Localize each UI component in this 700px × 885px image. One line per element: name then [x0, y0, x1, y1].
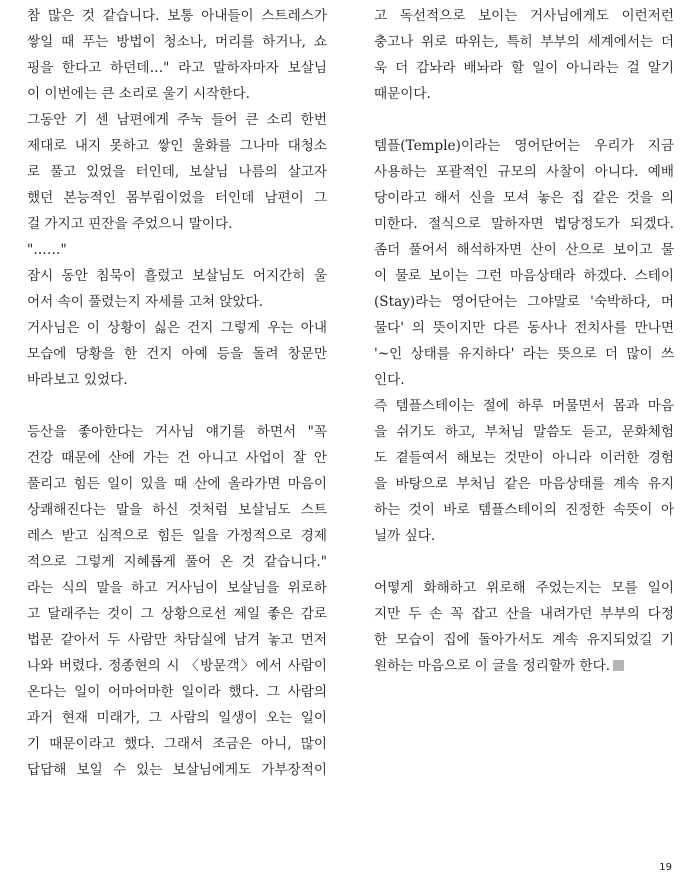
text-line — [27, 185, 327, 211]
text-line-content: 욱 더 감놔라 배놔라 할 일이 아니라는 걸 알기 — [374, 60, 674, 76]
text-line — [27, 445, 327, 471]
text-line-content: 어떻게 화해하고 위로해 주었는지는 모를 일이 — [374, 580, 674, 596]
text-line — [27, 757, 327, 783]
text-line-content: 이 물로 보이는 그런 마음상태라 하겠다. 스테이 — [374, 268, 674, 284]
text-line-content: 제대로 내지 못하고 쌓인 울화를 그나마 대청소 — [27, 138, 327, 154]
left-text-column — [27, 3, 327, 783]
text-line — [374, 237, 674, 263]
text-line-content: 즉 템플스테이는 절에 하루 머물면서 몸과 마음 — [374, 398, 674, 414]
text-line — [374, 445, 674, 471]
text-line — [374, 653, 674, 679]
text-line — [374, 393, 674, 419]
text-line-content: 한 모습이 집에 돌아가서도 계속 유지되었길 기 — [374, 632, 674, 648]
text-line — [374, 497, 674, 523]
text-line-content: 인다. — [374, 372, 405, 388]
text-line-content: 지만 두 손 꼭 잡고 산을 내려가던 부부의 다정 — [374, 606, 674, 622]
text-line — [27, 55, 327, 81]
text-line-content: 쌓일 때 푸는 방법이 청소나, 머리를 하거나, 쇼 — [27, 34, 327, 50]
text-line — [27, 289, 327, 315]
text-line-content: 물다' 의 뜻이지만 다른 동사나 전치사를 만나면 — [374, 320, 674, 336]
text-line-content: 미한다. 절식으로 말하자면 법당정도가 되겠다. — [374, 216, 674, 232]
text-line-content: 걸 가지고 핀잔을 주었으니 말이다. — [27, 216, 233, 232]
text-line — [27, 29, 327, 55]
text-line — [374, 601, 674, 627]
text-line-content: 과거 현재 미래가, 그 사람의 일생이 오는 일이 — [27, 710, 327, 726]
text-line — [27, 549, 327, 575]
text-line — [27, 653, 327, 679]
text-line-content: 적으로 그렇게 지혜롭게 풀어 온 것 같습니다." — [27, 554, 327, 570]
text-line-content: 하는 것이 바로 템플스테이의 진정한 속뜻이 아 — [374, 502, 674, 518]
text-line — [374, 81, 674, 107]
text-line-content: 나와 버렸다. 정종현의 시 〈방문객〉에서 사람이 — [27, 658, 327, 674]
text-line-content: 을 바탕으로 부처님 같은 마음상태를 계속 유지 — [374, 476, 674, 492]
text-line — [27, 731, 327, 757]
text-line — [374, 3, 674, 29]
text-line-content: 당이라고 해서 신을 모셔 놓은 집 같은 것을 의 — [374, 190, 674, 206]
text-line — [27, 237, 327, 263]
text-line-content: 핑을 한다고 하던데…" 라고 말하자마자 보살님 — [27, 60, 327, 76]
text-line — [27, 81, 327, 107]
text-line-content: 라는 식의 말을 하고 거사님이 보살님을 위로하 — [27, 580, 327, 596]
paragraph-spacer — [374, 549, 674, 575]
text-line — [27, 705, 327, 731]
text-line — [374, 419, 674, 445]
text-line — [374, 133, 674, 159]
text-line — [27, 3, 327, 29]
text-line-content: 등산을 좋아한다는 거사님 얘기를 하면서 "꼭 — [27, 424, 327, 440]
text-line-content: 그동안 기 센 남편에게 주눅 들어 큰 소리 한번 — [27, 112, 327, 128]
text-line — [27, 159, 327, 185]
text-line-content: 을 쉬기도 하고, 부처님 말씀도 듣고, 문화체험 — [374, 424, 674, 440]
text-line-content: 온다는 일이 어마어마한 일이라 했다. 그 사람의 — [27, 684, 327, 700]
text-line-content: 기 때문이라고 했다. 그래서 조금은 아니, 많이 — [27, 736, 327, 752]
text-line — [27, 211, 327, 237]
text-line-content: 답답해 보일 수 있는 보살님에게도 가부장적이 — [27, 762, 327, 778]
text-line-content: 닐까 싶다. — [374, 528, 436, 544]
text-line — [374, 575, 674, 601]
text-line-content: 이 이번에는 큰 소리로 울기 시작한다. — [27, 86, 250, 102]
text-line — [27, 575, 327, 601]
text-line-content: 건강 때문에 산에 가는 건 아니고 사업이 잘 안 — [27, 450, 327, 466]
text-line — [27, 367, 327, 393]
text-line — [27, 133, 327, 159]
text-line-content: 상쾌해진다는 말을 하신 것처럼 보살님도 스트 — [27, 502, 327, 518]
text-line — [27, 601, 327, 627]
text-line-content: 사용하는 포괄적인 규모의 사찰이 아니다. 예배 — [374, 164, 674, 180]
text-line-content: 참 많은 것 같습니다. 보통 아내들이 스트레스가 — [27, 8, 327, 24]
text-line-content: '~인 상태를 유지하다' 라는 뜻으로 더 많이 쓰 — [374, 346, 674, 362]
text-line-content: 잠시 동안 침묵이 흘렀고 보살님도 어지간히 울 — [27, 268, 327, 284]
text-line — [374, 185, 674, 211]
text-line — [374, 341, 674, 367]
end-of-article-mark — [613, 660, 624, 671]
paragraph-spacer — [374, 107, 674, 133]
text-line-content: 법문 같아서 두 사람만 차담실에 남겨 놓고 먼저 — [27, 632, 327, 648]
text-line-content: 템플(Temple)이라는 영어단어는 우리가 지금 — [374, 138, 674, 154]
text-line — [374, 211, 674, 237]
right-text-column — [374, 3, 674, 679]
text-line-content: 충고나 위로 따위는, 특히 부부의 세계에서는 더 — [374, 34, 674, 50]
text-line — [374, 29, 674, 55]
text-line-content: 원하는 마음으로 이 글을 정리할까 한다. — [374, 658, 611, 674]
text-line-content: 때문이다. — [374, 86, 431, 102]
text-line — [27, 471, 327, 497]
text-line-content: 도 곁들여서 해보는 것만이 아니라 이러한 경험 — [374, 450, 674, 466]
text-line — [27, 315, 327, 341]
text-line-content: 했던 본능적인 몸부림이었을 터인데 남편이 그 — [27, 190, 327, 206]
text-line-content: 레스 받고 심적으로 힘든 일을 가정적으로 경제 — [27, 528, 327, 544]
text-line — [27, 523, 327, 549]
text-line-content: 좀더 풀어서 해석하자면 산이 산으로 보이고 물 — [374, 242, 674, 258]
page-number: 19 — [659, 862, 672, 873]
text-line-content: 로 풀고 있었을 터인데, 보살님 나름의 살고자 — [27, 164, 327, 180]
text-line-content: 모습에 당황을 한 건지 아예 등을 돌려 창문만 — [27, 346, 327, 362]
text-line-content: 거사님은 이 상황이 싫은 건지 그렇게 우는 아내 — [27, 320, 327, 336]
text-line — [374, 315, 674, 341]
text-line-content: 풀리고 힘든 일이 있을 때 산에 올라가면 마음이 — [27, 476, 327, 492]
text-line — [27, 263, 327, 289]
text-line — [374, 159, 674, 185]
text-line-content: "……" — [27, 242, 67, 258]
paragraph-spacer — [27, 393, 327, 419]
text-line — [374, 627, 674, 653]
text-line-content: 고 독선적으로 보이는 거사님에게도 이런저런 — [374, 8, 674, 24]
text-line — [27, 627, 327, 653]
text-line — [374, 289, 674, 315]
text-line-content: 어서 속이 풀렸는지 자세를 고쳐 앉았다. — [27, 294, 264, 310]
text-line — [374, 471, 674, 497]
text-line — [27, 497, 327, 523]
text-line-content: 고 달래주는 것이 그 상황으로선 제일 좋은 감로 — [27, 606, 327, 622]
text-line — [374, 55, 674, 81]
text-line — [27, 679, 327, 705]
text-line — [27, 107, 327, 133]
text-line — [374, 523, 674, 549]
text-line — [27, 419, 327, 445]
text-line — [27, 341, 327, 367]
text-line — [374, 367, 674, 393]
text-line-content: 바라보고 있었다. — [27, 372, 128, 388]
text-line — [374, 263, 674, 289]
text-line-content: (Stay)라는 영어단어는 그야말로 '숙박하다, 머 — [374, 294, 674, 310]
